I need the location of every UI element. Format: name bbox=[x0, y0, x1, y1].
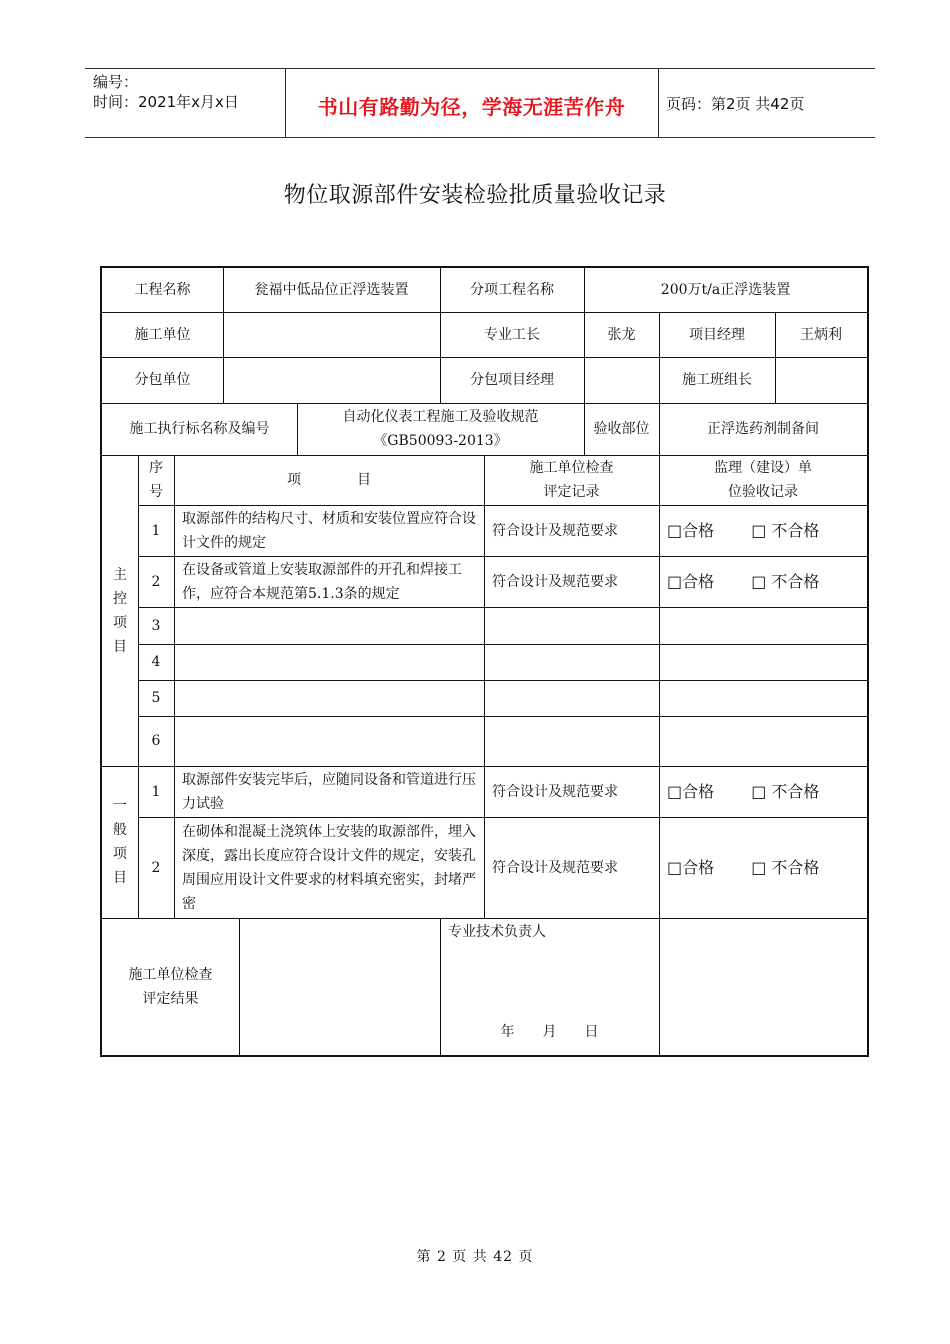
main-row-6-check bbox=[484, 716, 659, 766]
location-value: 正浮选药剂制备间 bbox=[707, 421, 819, 437]
main-row-2-item: 在设备或管道上安装取源部件的开孔和焊接工作，应符合本规范第5.1.3条的规定 bbox=[182, 561, 462, 602]
general-row-1-item: 取源部件安装完毕后，应随同设备和管道进行压力试验 bbox=[182, 771, 476, 812]
general-row-2-check: 符合设计及规范要求 bbox=[492, 859, 618, 876]
team-leader-value bbox=[775, 357, 867, 403]
main-row-6-no: 6 bbox=[151, 733, 161, 749]
main-row-5-no: 5 bbox=[151, 690, 161, 706]
main-row-3-check bbox=[484, 607, 659, 644]
main-row-2-result[interactable]: □合格 □ 不合格 bbox=[667, 571, 820, 591]
main-row-1-check: 符合设计及规范要求 bbox=[492, 522, 618, 539]
main-row-6-result bbox=[659, 716, 867, 766]
item-header: 项 目 bbox=[287, 472, 371, 488]
foreman-label: 专业工长 bbox=[484, 326, 540, 343]
sub-pm-label: 分包项目经理 bbox=[470, 372, 554, 388]
main-row-4-item bbox=[174, 644, 484, 680]
seq-header: 序号 bbox=[149, 460, 163, 500]
main-row-5-item bbox=[174, 680, 484, 716]
main-row-5-check bbox=[484, 680, 659, 716]
standard-line-2: 《GB50093-2013》 bbox=[373, 433, 508, 449]
project-name-value: 瓮福中低品位正浮选装置 bbox=[254, 282, 409, 298]
page-footer: 第 2 页 共 42 页 bbox=[416, 1249, 534, 1265]
motto: 书山有路勤为径，学海无涯苦作舟 bbox=[317, 95, 626, 119]
main-row-4-result bbox=[659, 644, 867, 680]
standard-label: 施工执行标名称及编号 bbox=[129, 421, 270, 437]
project-name-label: 工程名称 bbox=[134, 282, 191, 298]
main-row-2-check: 符合设计及规范要求 bbox=[492, 573, 618, 590]
check-header: 施工单位检查评定记录 bbox=[529, 460, 614, 500]
standard-value bbox=[297, 403, 584, 455]
main-row-6-item bbox=[174, 716, 484, 766]
sub-project-label: 分项工程名称 bbox=[470, 282, 554, 298]
page-label: 页码：第2页 共42页 bbox=[666, 95, 805, 113]
supervisor-result-blank bbox=[659, 918, 867, 1055]
main-row-4-check bbox=[484, 644, 659, 680]
main-row-3-no: 3 bbox=[151, 617, 161, 634]
main-section-label: 主控项目 bbox=[113, 566, 127, 655]
inspection-result-label: 施工单位检查评定结果 bbox=[128, 966, 213, 1007]
sub-project-value: 200万t/a正浮选装置 bbox=[660, 282, 791, 298]
main-row-2-no: 2 bbox=[151, 573, 161, 590]
general-row-1-result[interactable]: □合格 □ 不合格 bbox=[667, 781, 820, 801]
number-label: 编号： bbox=[93, 73, 139, 91]
header-meta-cell bbox=[85, 69, 286, 137]
time-label: 时间：2021年x月x日 bbox=[93, 93, 239, 111]
page-title: 物位取源部件安装检验批质量验收记录 bbox=[283, 183, 667, 208]
header-motto-cell bbox=[285, 69, 659, 137]
general-row-2-item: 在砌体和混凝土浇筑体上安装的取源部件，埋入深度，露出长度应符合设计文件的规定，安装孔周围应用设计文件要求的材料填充密实，封堵严密 bbox=[182, 823, 476, 912]
supervisor-header: 监理（建设）单位验收记录 bbox=[714, 460, 812, 500]
inspection-result-blank bbox=[239, 918, 440, 1055]
page-header bbox=[85, 68, 875, 138]
main-row-5-result bbox=[659, 680, 867, 716]
contractor-label: 施工单位 bbox=[134, 326, 191, 343]
sub-pm-value bbox=[584, 357, 659, 403]
subcontractor-value bbox=[223, 357, 440, 403]
general-row-1-check: 符合设计及规范要求 bbox=[492, 783, 618, 800]
pm-value: 王炳利 bbox=[800, 326, 842, 343]
location-label: 验收部位 bbox=[593, 421, 650, 437]
contractor-value bbox=[223, 312, 440, 357]
tech-lead-label: 专业技术负责人 bbox=[448, 924, 546, 940]
standard-line-1: 自动化仪表工程施工及验收规范 bbox=[342, 409, 539, 425]
general-row-2-no: 2 bbox=[151, 859, 161, 876]
inspection-form-table bbox=[100, 266, 869, 1057]
main-row-4-no: 4 bbox=[151, 654, 161, 670]
main-row-1-no: 1 bbox=[151, 522, 161, 539]
main-row-3-result bbox=[659, 607, 867, 644]
general-section-label: 一般项目 bbox=[113, 798, 127, 886]
foreman-value: 张龙 bbox=[607, 326, 636, 343]
general-row-1-no: 1 bbox=[151, 783, 161, 800]
pm-label: 项目经理 bbox=[689, 326, 745, 343]
main-row-3-item bbox=[174, 607, 484, 644]
subcontractor-label: 分包单位 bbox=[134, 372, 191, 388]
date-label: 年 月 日 bbox=[500, 1024, 599, 1040]
main-row-1-item: 取源部件的结构尺寸、材质和安装位置应符合设计文件的规定 bbox=[182, 510, 476, 551]
main-row-1-result[interactable]: □合格 □ 不合格 bbox=[667, 520, 820, 540]
general-row-2-result[interactable]: □合格 □ 不合格 bbox=[667, 857, 820, 877]
team-leader-label: 施工班组长 bbox=[682, 372, 752, 388]
header-page-cell bbox=[658, 69, 875, 137]
